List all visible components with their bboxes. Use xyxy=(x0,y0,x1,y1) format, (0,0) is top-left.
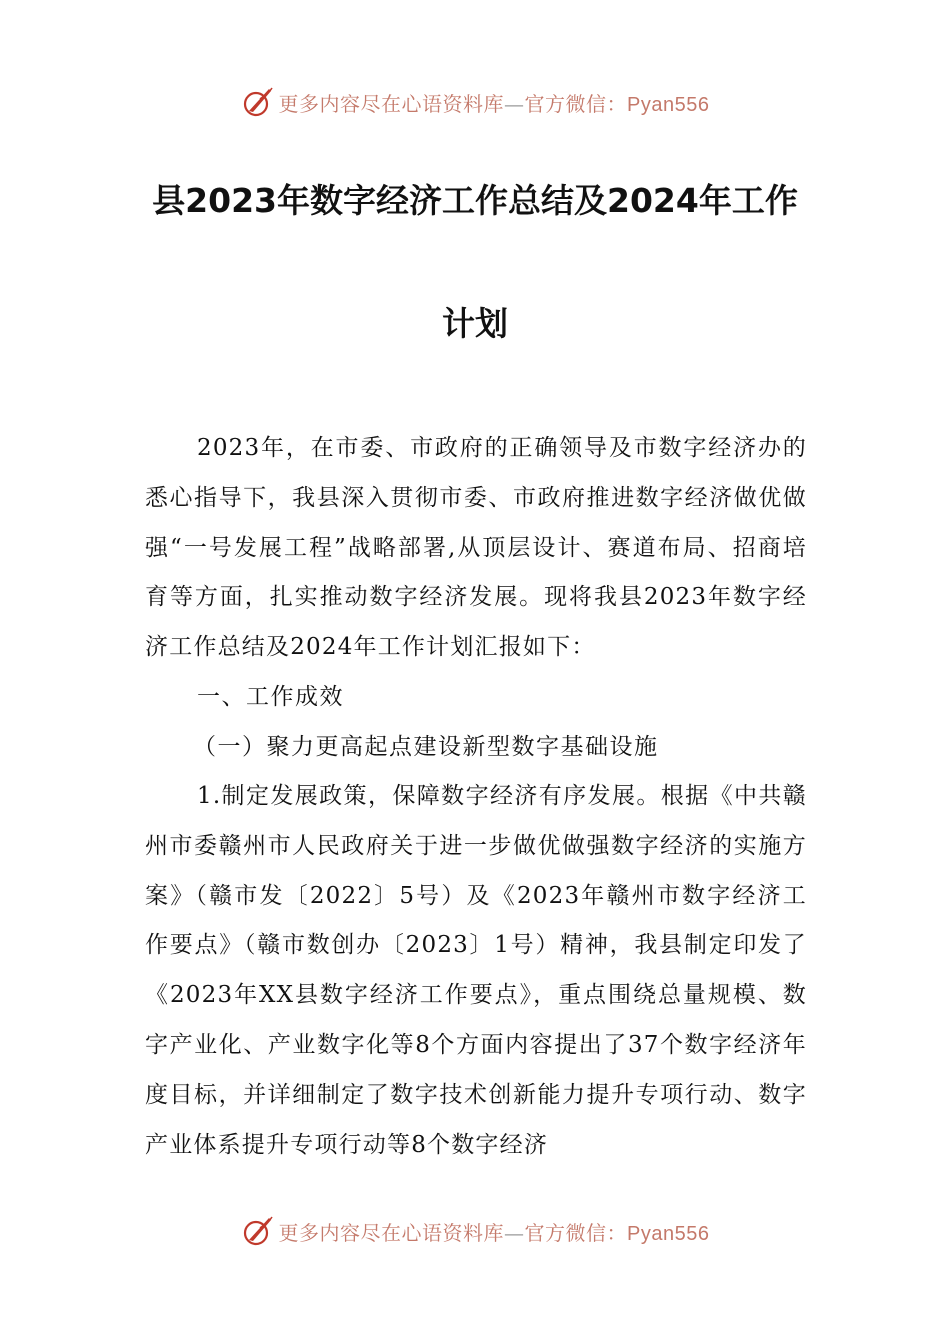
document-title-line2: 计划 xyxy=(442,304,508,343)
subsection-heading: （一）聚力更高起点建设新型数字基础设施 xyxy=(193,734,659,760)
header-watermark xyxy=(0,82,950,122)
watermark-account: Pyan556 xyxy=(627,93,710,116)
watermark-text xyxy=(279,88,710,117)
watermark-site: 更多内容尽在心语资料库 xyxy=(278,1220,505,1245)
document-title-line1: 县2023年数字经济工作总结及2024年工作 xyxy=(152,181,798,220)
watermark-dash: — xyxy=(504,91,525,116)
watermark-official: 官方微信： xyxy=(524,91,628,116)
section-heading: 一、工作成效 xyxy=(197,684,344,710)
intro-paragraph: 2023年，在市委、市政府的正确领导及市数字经济办的悉心指导下，我县深入贯彻市委、市政府推进数字经济做优做强“一号发展工程”战略部署,从顶层设计、赛道布局、招商培育等方面，扎实推动数字经济发展。现将我县2023年数字经济工作总结及2024年工作计划汇报如下： xyxy=(145,435,807,661)
footer-watermark xyxy=(0,1211,950,1251)
quill-logo-icon xyxy=(241,85,275,119)
watermark-account: Pyan556 xyxy=(627,1222,710,1245)
watermark-dash: — xyxy=(504,1220,525,1245)
body-paragraph: 1.制定发展政策，保障数字经济有序发展。根据《中共赣州市委赣州市人民政府关于进一步做优做强数字经济的实施方案》（赣市发〔2022〕5号）及《2023年赣州市数字经济工作要点》（赣市数创办〔2023〕1号）精神，我县制定印发了《2023年XX县数字经济工作要点》，重点围绕总量规模、数字产业化、产业数字化等8个方面内容提出了37个数字经济年度目标，并详细制定了数字技术创新能力提升专项行动、数字产业体系提升专项行动等8个数字经济 xyxy=(145,783,807,1158)
quill-logo-icon xyxy=(241,1214,275,1248)
watermark-site: 更多内容尽在心语资料库 xyxy=(278,91,505,116)
watermark-official: 官方微信： xyxy=(524,1220,628,1245)
watermark-text xyxy=(279,1217,710,1246)
